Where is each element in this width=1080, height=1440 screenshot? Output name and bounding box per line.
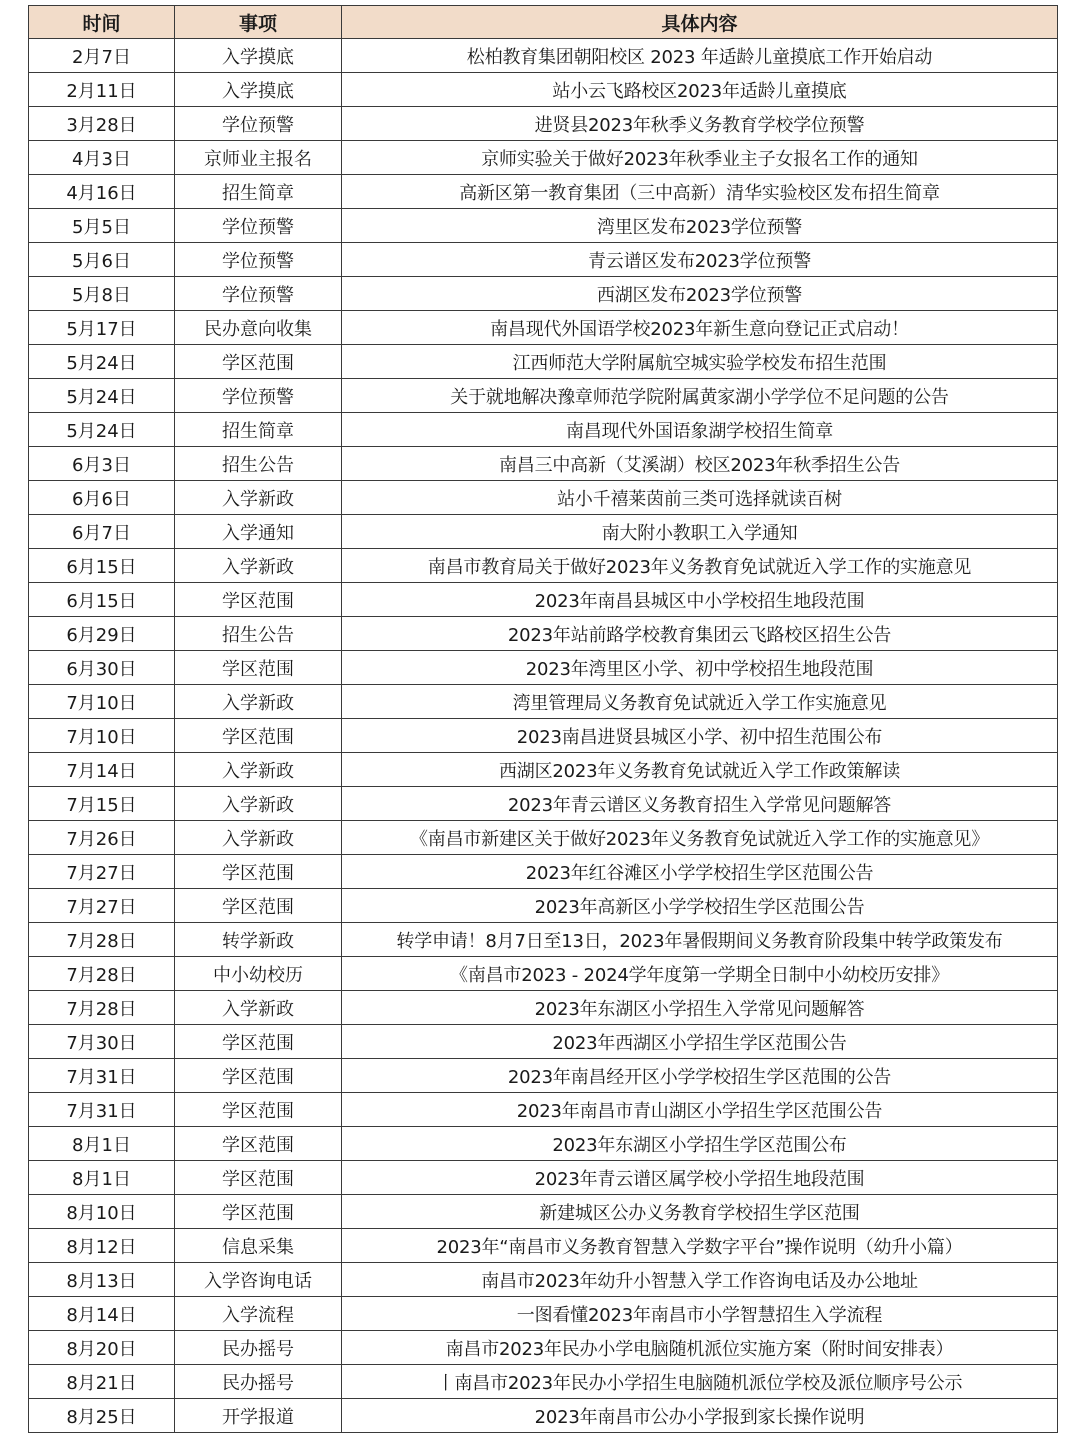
header-date: 时间 — [29, 6, 175, 39]
table-row — [29, 73, 1058, 107]
table-row — [29, 1297, 1058, 1331]
cell-date: 6月30日 — [29, 651, 175, 685]
cell-item: 招生简章 — [175, 413, 342, 447]
cell-content: 南昌三中高新（艾溪湖）校区2023年秋季招生公告 — [342, 447, 1058, 481]
cell-content: 2023南昌进贤县城区小学、初中招生范围公布 — [342, 719, 1058, 753]
cell-content: 《南昌市新建区关于做好2023年义务教育免试就近入学工作的实施意见》 — [342, 821, 1058, 855]
cell-item: 民办摇号 — [175, 1365, 342, 1399]
table-row — [29, 379, 1058, 413]
cell-date: 7月28日 — [29, 923, 175, 957]
table-row — [29, 617, 1058, 651]
table-row — [29, 719, 1058, 753]
cell-item: 入学新政 — [175, 481, 342, 515]
table-row — [29, 209, 1058, 243]
cell-content: 2023年南昌县城区中小学校招生地段范围 — [342, 583, 1058, 617]
cell-content: 2023年“南昌市义务教育智慧入学数字平台”操作说明（幼升小篇） — [342, 1229, 1058, 1263]
table-row — [29, 821, 1058, 855]
cell-content: 松柏教育集团朝阳校区 2023 年适龄儿童摸底工作开始启动 — [342, 39, 1058, 73]
table-row — [29, 1161, 1058, 1195]
table-row — [29, 787, 1058, 821]
table-row — [29, 549, 1058, 583]
cell-content: 2023年南昌市公办小学报到家长操作说明 — [342, 1399, 1058, 1433]
cell-item: 学区范围 — [175, 719, 342, 753]
cell-item: 转学新政 — [175, 923, 342, 957]
table-row — [29, 141, 1058, 175]
cell-date: 8月13日 — [29, 1263, 175, 1297]
cell-date: 5月17日 — [29, 311, 175, 345]
cell-date: 6月15日 — [29, 549, 175, 583]
cell-item: 学位预警 — [175, 379, 342, 413]
table-header-row — [29, 6, 1058, 39]
cell-date: 7月10日 — [29, 685, 175, 719]
cell-item: 入学咨询电话 — [175, 1263, 342, 1297]
cell-content: 南昌现代外国语学校2023年新生意向登记正式启动！ — [342, 311, 1058, 345]
cell-item: 入学新政 — [175, 685, 342, 719]
cell-content: 2023年东湖区小学招生入学常见问题解答 — [342, 991, 1058, 1025]
cell-item: 学区范围 — [175, 1195, 342, 1229]
table-row — [29, 515, 1058, 549]
cell-content: 2023年青云谱区属学校小学招生地段范围 — [342, 1161, 1058, 1195]
cell-item: 入学新政 — [175, 991, 342, 1025]
cell-item: 中小幼校历 — [175, 957, 342, 991]
table-row — [29, 175, 1058, 209]
table-row — [29, 413, 1058, 447]
cell-content: 2023年青云谱区义务教育招生入学常见问题解答 — [342, 787, 1058, 821]
cell-item: 学区范围 — [175, 1127, 342, 1161]
table-row — [29, 685, 1058, 719]
cell-content: 江西师范大学附属航空城实验学校发布招生范围 — [342, 345, 1058, 379]
cell-date: 2月11日 — [29, 73, 175, 107]
cell-date: 6月6日 — [29, 481, 175, 515]
cell-item: 学位预警 — [175, 243, 342, 277]
cell-date: 7月10日 — [29, 719, 175, 753]
cell-date: 5月24日 — [29, 413, 175, 447]
table-row — [29, 107, 1058, 141]
cell-content: 关于就地解决豫章师范学院附属黄家湖小学学位不足问题的公告 — [342, 379, 1058, 413]
cell-item: 民办摇号 — [175, 1331, 342, 1365]
header-item: 事项 — [175, 6, 342, 39]
cell-content: 南昌现代外国语象湖学校招生简章 — [342, 413, 1058, 447]
table-row — [29, 1263, 1058, 1297]
table-row — [29, 311, 1058, 345]
cell-item: 学区范围 — [175, 855, 342, 889]
cell-item: 学区范围 — [175, 1059, 342, 1093]
cell-date: 5月8日 — [29, 277, 175, 311]
schedule-table-wrapper — [28, 5, 1057, 1433]
cell-date: 5月24日 — [29, 379, 175, 413]
cell-content: 南昌市2023年民办小学电脑随机派位实施方案（附时间安排表） — [342, 1331, 1058, 1365]
table-row — [29, 345, 1058, 379]
cell-content: 南昌市教育局关于做好2023年义务教育免试就近入学工作的实施意见 — [342, 549, 1058, 583]
table-body — [29, 39, 1058, 1433]
table-row — [29, 583, 1058, 617]
cell-content: 西湖区2023年义务教育免试就近入学工作政策解读 — [342, 753, 1058, 787]
cell-item: 学位预警 — [175, 209, 342, 243]
cell-item: 学区范围 — [175, 889, 342, 923]
cell-date: 7月31日 — [29, 1093, 175, 1127]
cell-item: 招生公告 — [175, 617, 342, 651]
cell-item: 入学新政 — [175, 787, 342, 821]
table-row — [29, 1127, 1058, 1161]
cell-date: 7月14日 — [29, 753, 175, 787]
cell-item: 京师业主报名 — [175, 141, 342, 175]
cell-date: 6月29日 — [29, 617, 175, 651]
table-row — [29, 447, 1058, 481]
cell-item: 学位预警 — [175, 107, 342, 141]
table-row — [29, 1331, 1058, 1365]
cell-date: 8月12日 — [29, 1229, 175, 1263]
cell-date: 7月28日 — [29, 991, 175, 1025]
cell-content: 湾里管理局义务教育免试就近入学工作实施意见 — [342, 685, 1058, 719]
table-row — [29, 1093, 1058, 1127]
cell-content: 2023年湾里区小学、初中学校招生地段范围 — [342, 651, 1058, 685]
table-row — [29, 243, 1058, 277]
cell-date: 6月7日 — [29, 515, 175, 549]
cell-date: 7月30日 — [29, 1025, 175, 1059]
cell-content: 进贤县2023年秋季义务教育学校学位预警 — [342, 107, 1058, 141]
table-row — [29, 651, 1058, 685]
table-row — [29, 39, 1058, 73]
cell-item: 入学通知 — [175, 515, 342, 549]
table-row — [29, 889, 1058, 923]
cell-item: 信息采集 — [175, 1229, 342, 1263]
cell-content: 南大附小教职工入学通知 — [342, 515, 1058, 549]
cell-date: 5月6日 — [29, 243, 175, 277]
cell-content: 2023年南昌市青山湖区小学招生学区范围公告 — [342, 1093, 1058, 1127]
table-row — [29, 991, 1058, 1025]
cell-content: 一图看懂2023年南昌市小学智慧招生入学流程 — [342, 1297, 1058, 1331]
cell-date: 8月14日 — [29, 1297, 175, 1331]
cell-content: 湾里区发布2023学位预警 — [342, 209, 1058, 243]
cell-content: 青云谱区发布2023学位预警 — [342, 243, 1058, 277]
cell-date: 8月1日 — [29, 1161, 175, 1195]
cell-content: 2023年红谷滩区小学学校招生学区范围公告 — [342, 855, 1058, 889]
cell-item: 学区范围 — [175, 651, 342, 685]
table-row — [29, 1059, 1058, 1093]
cell-date: 6月3日 — [29, 447, 175, 481]
cell-item: 学区范围 — [175, 1161, 342, 1195]
cell-date: 4月3日 — [29, 141, 175, 175]
table-row — [29, 481, 1058, 515]
cell-content: 2023年西湖区小学招生学区范围公告 — [342, 1025, 1058, 1059]
cell-date: 3月28日 — [29, 107, 175, 141]
cell-item: 开学报道 — [175, 1399, 342, 1433]
cell-item: 招生公告 — [175, 447, 342, 481]
cell-item: 入学摸底 — [175, 39, 342, 73]
cell-item: 入学新政 — [175, 549, 342, 583]
cell-date: 8月10日 — [29, 1195, 175, 1229]
cell-content: 新建城区公办义务教育学校招生学区范围 — [342, 1195, 1058, 1229]
table-row — [29, 753, 1058, 787]
cell-content: 转学申请！8月7日至13日，2023年暑假期间义务教育阶段集中转学政策发布 — [342, 923, 1058, 957]
schedule-table — [28, 5, 1058, 1433]
table-row — [29, 1195, 1058, 1229]
cell-content: 高新区第一教育集团（三中高新）清华实验校区发布招生简章 — [342, 175, 1058, 209]
cell-content: 2023年高新区小学学校招生学区范围公告 — [342, 889, 1058, 923]
cell-content: 站小千禧莱茵前三类可选择就读百树 — [342, 481, 1058, 515]
table-row — [29, 1399, 1058, 1433]
cell-content: 丨南昌市2023年民办小学招生电脑随机派位学校及派位顺序号公示 — [342, 1365, 1058, 1399]
cell-date: 4月16日 — [29, 175, 175, 209]
cell-date: 8月20日 — [29, 1331, 175, 1365]
cell-item: 学区范围 — [175, 583, 342, 617]
cell-item: 入学新政 — [175, 753, 342, 787]
table-row — [29, 1229, 1058, 1263]
cell-date: 8月21日 — [29, 1365, 175, 1399]
cell-date: 8月25日 — [29, 1399, 175, 1433]
cell-content: 西湖区发布2023学位预警 — [342, 277, 1058, 311]
cell-date: 2月7日 — [29, 39, 175, 73]
cell-content: 2023年南昌经开区小学学校招生学区范围的公告 — [342, 1059, 1058, 1093]
cell-content: 站小云飞路校区2023年适龄儿童摸底 — [342, 73, 1058, 107]
cell-date: 7月27日 — [29, 889, 175, 923]
cell-date: 5月24日 — [29, 345, 175, 379]
cell-content: 2023年东湖区小学招生学区范围公布 — [342, 1127, 1058, 1161]
cell-content: 京师实验关于做好2023年秋季业主子女报名工作的通知 — [342, 141, 1058, 175]
cell-date: 7月15日 — [29, 787, 175, 821]
cell-date: 7月28日 — [29, 957, 175, 991]
cell-content: 2023年站前路学校教育集团云飞路校区招生公告 — [342, 617, 1058, 651]
table-row — [29, 923, 1058, 957]
cell-date: 5月5日 — [29, 209, 175, 243]
cell-date: 8月1日 — [29, 1127, 175, 1161]
cell-item: 学区范围 — [175, 1025, 342, 1059]
header-content: 具体内容 — [342, 6, 1058, 39]
cell-item: 学区范围 — [175, 1093, 342, 1127]
table-row — [29, 855, 1058, 889]
cell-date: 7月26日 — [29, 821, 175, 855]
cell-item: 学区范围 — [175, 345, 342, 379]
cell-item: 学位预警 — [175, 277, 342, 311]
cell-item: 入学摸底 — [175, 73, 342, 107]
table-row — [29, 957, 1058, 991]
cell-date: 7月27日 — [29, 855, 175, 889]
cell-item: 民办意向收集 — [175, 311, 342, 345]
table-row — [29, 1365, 1058, 1399]
cell-item: 招生简章 — [175, 175, 342, 209]
table-row — [29, 277, 1058, 311]
cell-content: 《南昌市2023 - 2024学年度第一学期全日制中小幼校历安排》 — [342, 957, 1058, 991]
cell-date: 7月31日 — [29, 1059, 175, 1093]
cell-date: 6月15日 — [29, 583, 175, 617]
cell-item: 入学新政 — [175, 821, 342, 855]
table-row — [29, 1025, 1058, 1059]
cell-content: 南昌市2023年幼升小智慧入学工作咨询电话及办公地址 — [342, 1263, 1058, 1297]
cell-item: 入学流程 — [175, 1297, 342, 1331]
